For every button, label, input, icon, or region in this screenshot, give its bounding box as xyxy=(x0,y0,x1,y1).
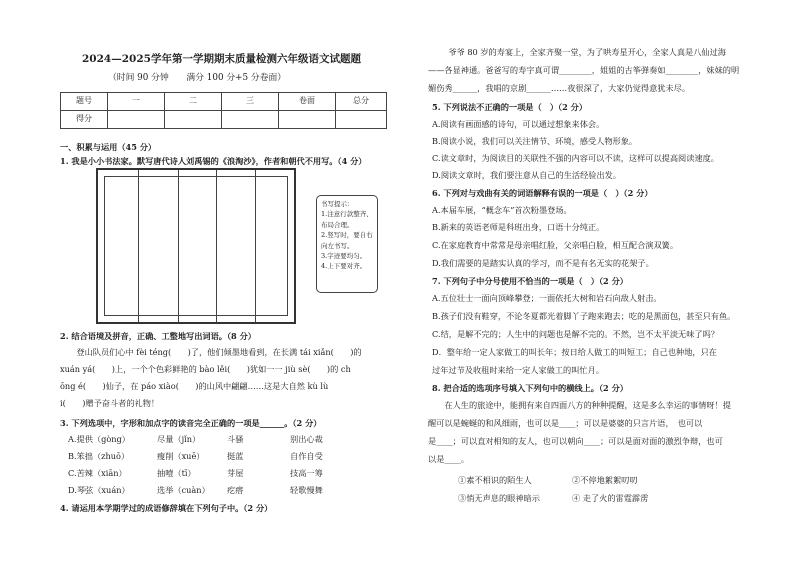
writing-tips-box xyxy=(316,195,378,293)
table-row xyxy=(61,93,387,111)
tip-item: 4.上下要对齐。 xyxy=(321,262,367,271)
grid-line xyxy=(178,170,179,322)
option-text: 别出心裁 xyxy=(290,434,323,444)
table-cell: 总分 xyxy=(336,93,387,111)
q8-line: 以是____。 xyxy=(428,454,469,464)
option-text: 斗骚 xyxy=(227,434,244,444)
q2-line: ōng é( )仙子，在 páo xiào( )的山风中翩翩……这是大自然 kù lù xyxy=(60,381,329,391)
table-cell: 一 xyxy=(108,93,165,111)
score-input-cell[interactable] xyxy=(279,111,336,129)
question-3: 3. 下列选项中，字形和加点字的读音完全正确的一项是______。（2 分） xyxy=(60,418,322,428)
table-row xyxy=(61,111,387,129)
question-6: 6. 下列对与戏曲有关的词语解释有误的一项是（ ）（2 分） xyxy=(432,188,653,198)
option-text: 挺蓝 xyxy=(227,451,244,461)
choice-item: ②不停地絮絮叨叨 xyxy=(572,475,638,485)
q2-line: xuán yá( )上，一个个色彩鲜艳的 bào lěi( )犹如一一 jiù sè( )的 ch xyxy=(60,364,351,374)
option-text: A.五位壮士一面向顶峰攀登；一面依托大树和岩石向敌人射击。 xyxy=(432,293,662,303)
table-cell: 得分 xyxy=(61,111,108,129)
option-text: 疙瘩 xyxy=(227,485,244,495)
grid-line xyxy=(216,170,217,322)
option-text: A.提供（gòng） xyxy=(68,434,130,444)
option-text: 选举（cuàn） xyxy=(157,485,210,495)
grid-line xyxy=(255,170,256,322)
score-input-cell[interactable] xyxy=(336,111,387,129)
option-text: 抽噎（tī） xyxy=(157,468,196,478)
exam-subtitle: （时间 90 分钟 满分 100 分+5 分卷面） xyxy=(108,73,287,83)
score-table xyxy=(60,92,387,129)
option-text: A.阅读有画面感的诗句，可以通过想象来体会。 xyxy=(432,119,605,129)
option-text: D．整年给一定人家做工的叫长年；按日给人做工的叫短工；自己也种地，只在 xyxy=(432,347,717,357)
page-title: 2024—2025学年第一学期期末质量检测六年级语文试题题 xyxy=(82,53,361,65)
question-5: 5. 下列说法不正确的一项是（ ）（2 分） xyxy=(432,102,588,112)
score-input-cell[interactable] xyxy=(165,111,222,129)
question-7: 7. 下列句子中分号使用不恰当的一项是（ ）（2 分） xyxy=(432,276,628,286)
option-text: D.我们需要的是踏实认真的学习，而不是有名无实的花架子。 xyxy=(432,258,654,268)
option-text: C.读文章时，为阅读目的关联性不强的内容可以不读，这样可以提高阅读速度。 xyxy=(432,153,719,163)
option-text: B.笨拙（zhuō） xyxy=(68,451,130,461)
option-text: A.本届车展，“概念车”首次粉墨登场。 xyxy=(432,205,572,215)
right-column xyxy=(422,0,794,561)
table-cell: 卷面 xyxy=(279,93,336,111)
option-text: B.孩子们没有鞋穿，不论冬夏都光着脚丫子跑来跑去；吃的是黑面包，甚至只有鱼。 xyxy=(432,311,736,321)
writing-grid[interactable] xyxy=(96,168,296,324)
score-input-cell[interactable] xyxy=(108,111,165,129)
passage-line: ——各显神通。爸爸写的寿字真可谓________，姐姐的古筝弹奏如________，妹妹的明 xyxy=(428,65,740,75)
option-text: C.结，是解不完的；人生中的问题也是解不完的。不然，岂不太平淡无味了吗？ xyxy=(432,329,719,339)
q8-line: 是____；可以直对相知的友人，也可以朝向____；可以是面对面的激烈争辩，也可 xyxy=(428,436,723,446)
grid-inner-border xyxy=(104,176,288,316)
table-cell: 二 xyxy=(165,93,222,111)
option-text: 过年过节及收租时来给一定人家做工的叫忙月。 xyxy=(432,365,604,375)
tip-item: 2.竖写时，要自右向左书写。 xyxy=(321,231,373,250)
q2-line: 登山队员们心中 fèi téng( )了，他们倾墨地看到，在长满 tái xiǎn( )的 xyxy=(60,347,362,357)
q8-line: 在人生的旅途中，能拥有来自四面八方的种种提醒，这是多么幸运的事情呀！提 xyxy=(428,400,731,410)
score-input-cell[interactable] xyxy=(222,111,279,129)
tip-item: 1.注意行款整齐、布局合理。 xyxy=(321,210,373,229)
tips-title: 书写提示： xyxy=(321,200,354,208)
choice-item: ①素不相识的陌生人 xyxy=(458,475,532,485)
passage-line: 媚伤秀______，我唱的京剧______……夜很深了，大家仍觉得意犹未尽。 xyxy=(428,83,691,93)
option-text: 芽屋 xyxy=(227,468,244,478)
choice-item: ④ 走了火的雷霆霹雳 xyxy=(572,493,649,503)
question-2: 2. 结合语境及拼音，正确、工整地写出词语。（8 分） xyxy=(60,331,256,341)
grid-line xyxy=(138,170,139,322)
option-text: C.苦辣（xiān） xyxy=(68,468,127,478)
option-text: C.在家庭教育中常常是母亲唱红脸，父亲唱白脸，相互配合演双簧。 xyxy=(432,240,679,250)
option-text: 轻歌慢舞 xyxy=(290,485,323,495)
question-1: 1. 我是小小书法家。默写唐代诗人刘禹锡的《浪淘沙》，作者和朝代不用写。（4 分） xyxy=(60,156,367,166)
table-cell: 题号 xyxy=(61,93,108,111)
choice-item: ③悄无声息的眼神暗示 xyxy=(458,493,540,503)
q2-line: i( )赠予奋斗者的礼物！ xyxy=(60,398,160,408)
option-text: 技高一筹 xyxy=(290,468,323,478)
section-heading: 一、积累与运用（45 分） xyxy=(60,142,157,152)
q8-line: 醒可以是蜿蜒的和风细雨，也可以是____；可以是婆婆的只言片语， 也可以 xyxy=(428,418,703,428)
option-text: 尽量（jǐn） xyxy=(157,434,201,444)
option-text: D.琴弦（xuán） xyxy=(68,485,130,495)
passage-line: 爷爷 80 岁的寿宴上，全家齐聚一堂，为了哄寿星开心，全家人真是八仙过海 xyxy=(432,47,726,57)
tip-item: 3.字迹要均匀。 xyxy=(321,251,367,260)
option-text: 瘦削（xuē） xyxy=(157,451,205,461)
option-text: 自作自受 xyxy=(290,451,323,461)
question-4: 4. 请运用本学期学过的成语修辞填在下列句子中。（2 分） xyxy=(60,503,273,513)
option-text: B.新来的英语老师是科班出身，口语十分纯正。 xyxy=(432,222,605,232)
question-8: 8. 把合适的选项序号填入下列句中的横线上。（2 分） xyxy=(432,383,628,393)
option-text: B.阅读小说，我们可以关注情节、环境，感受人物形象。 xyxy=(432,136,638,146)
table-cell: 三 xyxy=(222,93,279,111)
option-text: D.阅读文章时，我们要注意从自己的生活经验出发。 xyxy=(432,170,622,180)
